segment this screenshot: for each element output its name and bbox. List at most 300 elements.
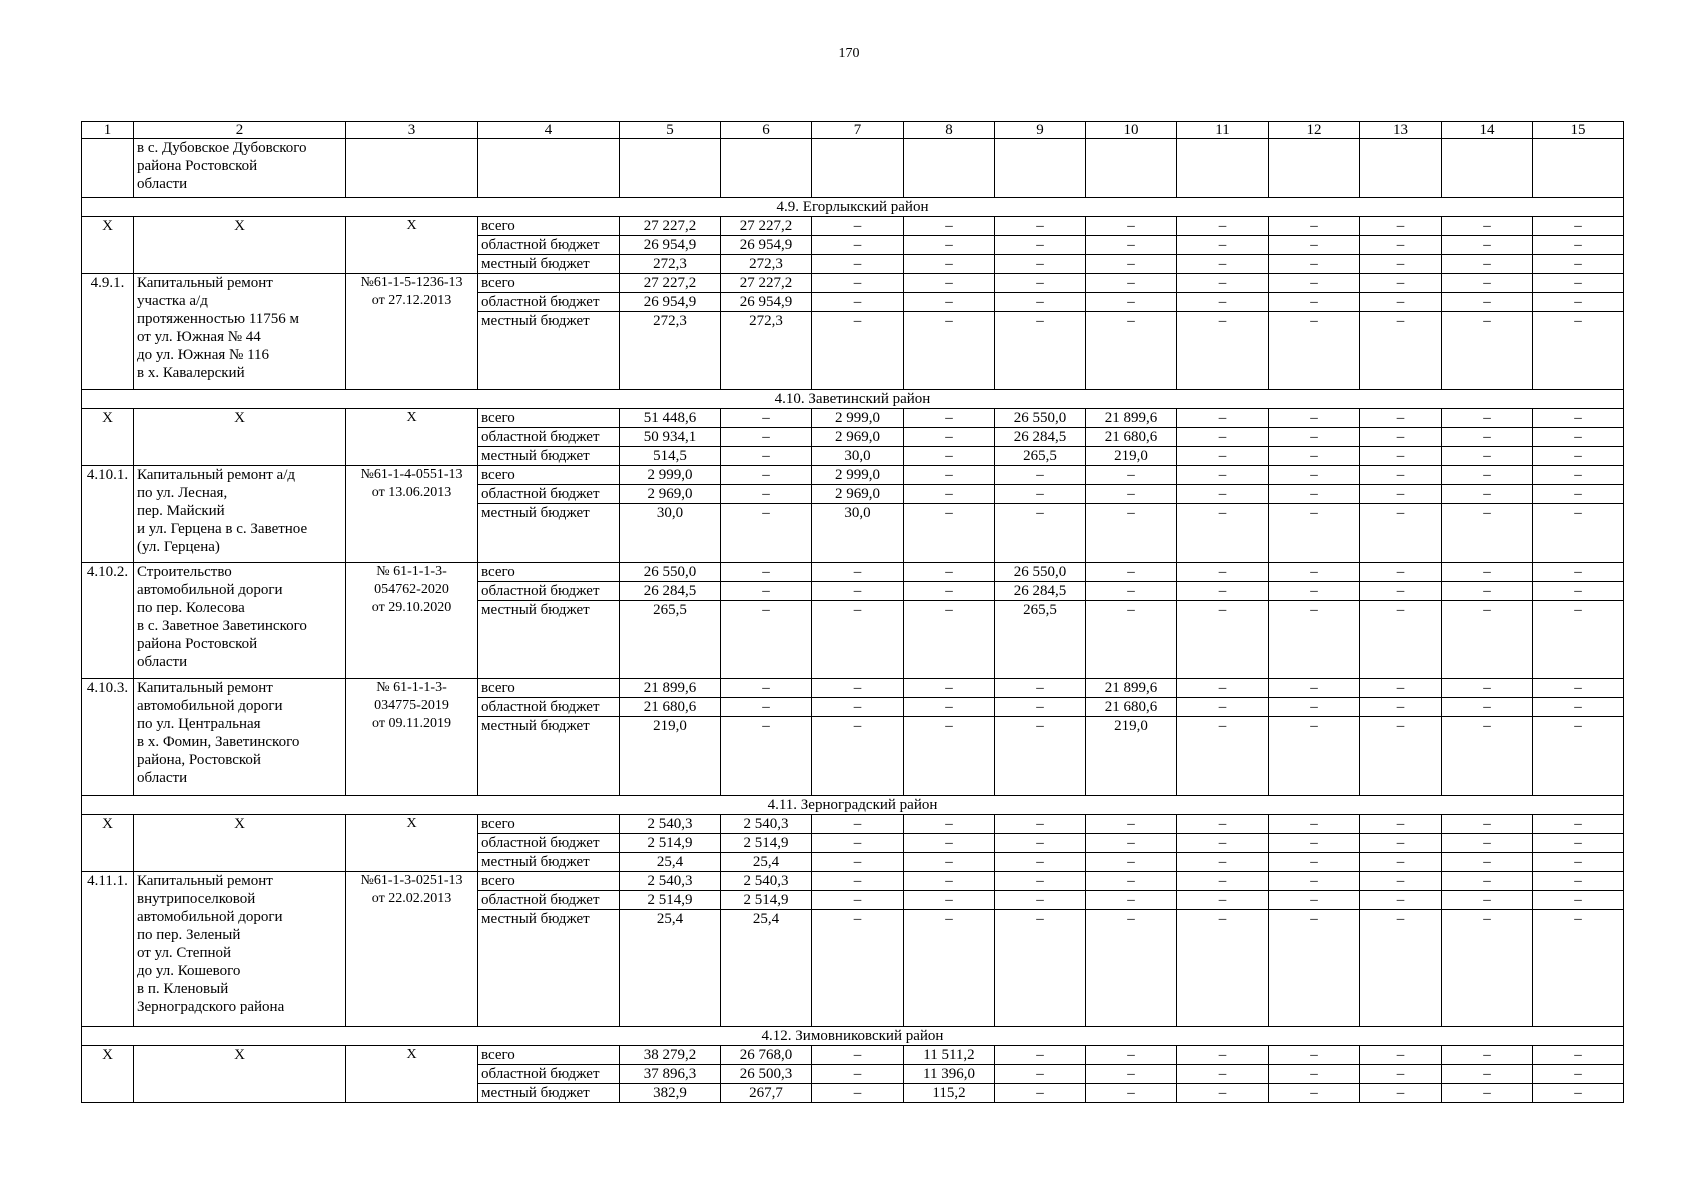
funding-source: всего bbox=[478, 409, 620, 428]
section-title: 4.12. Зимовниковский район bbox=[82, 1027, 1624, 1046]
amount-cell: – bbox=[1442, 409, 1533, 428]
column-header: 3 bbox=[346, 122, 478, 139]
amount-cell: – bbox=[904, 216, 995, 235]
amount-cell: 25,4 bbox=[620, 852, 721, 871]
amount-cell: – bbox=[1360, 428, 1442, 447]
amount-cell: – bbox=[1177, 504, 1269, 563]
amount-cell: 25,4 bbox=[721, 852, 812, 871]
amount-cell: – bbox=[1533, 1084, 1624, 1103]
amount-cell: 26 550,0 bbox=[995, 409, 1086, 428]
empty-cell bbox=[478, 139, 620, 198]
amount-cell: – bbox=[1269, 562, 1360, 581]
amount-cell: 27 227,2 bbox=[721, 273, 812, 292]
amount-cell: – bbox=[1086, 235, 1177, 254]
amount-cell: – bbox=[904, 409, 995, 428]
document-number: Х bbox=[346, 216, 478, 273]
amount-cell: – bbox=[1360, 581, 1442, 600]
item-number: Х bbox=[82, 814, 134, 871]
amount-cell: – bbox=[1086, 273, 1177, 292]
amount-cell: – bbox=[1177, 1046, 1269, 1065]
amount-cell: – bbox=[1442, 428, 1533, 447]
empty-cell bbox=[904, 139, 995, 198]
amount-cell: – bbox=[1269, 698, 1360, 717]
document-number: Х bbox=[346, 409, 478, 466]
amount-cell: 27 227,2 bbox=[620, 216, 721, 235]
funding-source: местный бюджет bbox=[478, 1084, 620, 1103]
amount-cell: 2 514,9 bbox=[620, 833, 721, 852]
item-number: Х bbox=[82, 409, 134, 466]
funding-source: всего bbox=[478, 216, 620, 235]
amount-cell: – bbox=[904, 717, 995, 795]
column-header: 4 bbox=[478, 122, 620, 139]
amount-cell: 2 999,0 bbox=[812, 466, 904, 485]
amount-cell: – bbox=[812, 600, 904, 678]
amount-cell: – bbox=[1086, 1065, 1177, 1084]
amount-cell: – bbox=[721, 600, 812, 678]
amount-cell: – bbox=[904, 814, 995, 833]
funding-source: областной бюджет bbox=[478, 485, 620, 504]
amount-cell: – bbox=[1177, 273, 1269, 292]
amount-cell: – bbox=[1269, 1084, 1360, 1103]
amount-cell: – bbox=[812, 1084, 904, 1103]
amount-cell: – bbox=[1086, 504, 1177, 563]
amount-cell: – bbox=[904, 428, 995, 447]
amount-cell: – bbox=[1269, 717, 1360, 795]
document-number: №61-1-4-0551-13 от 13.06.2013 bbox=[346, 466, 478, 563]
amount-cell: – bbox=[1269, 833, 1360, 852]
amount-cell: – bbox=[1177, 216, 1269, 235]
object-name: в с. Дубовское Дубовского района Ростовской области bbox=[134, 139, 346, 198]
amount-cell: 21 899,6 bbox=[1086, 679, 1177, 698]
empty-cell bbox=[346, 139, 478, 198]
amount-cell: – bbox=[812, 1046, 904, 1065]
amount-cell: – bbox=[995, 1065, 1086, 1084]
funding-source: всего bbox=[478, 871, 620, 890]
section-header-row bbox=[82, 1027, 1624, 1046]
amount-cell: – bbox=[1360, 235, 1442, 254]
amount-cell: – bbox=[1269, 216, 1360, 235]
amount-cell: – bbox=[1269, 679, 1360, 698]
amount-cell: – bbox=[904, 254, 995, 273]
amount-cell: – bbox=[1269, 485, 1360, 504]
amount-cell: – bbox=[995, 1046, 1086, 1065]
amount-cell: – bbox=[995, 717, 1086, 795]
object-name: Капитальный ремонт внутрипоселковой автомобильной дороги по пер. Зеленый от ул. Степной до ул. Кошевого в п. Кленовый Зерноградского района bbox=[134, 871, 346, 1027]
amount-cell: – bbox=[1086, 485, 1177, 504]
funding-source: областной бюджет bbox=[478, 890, 620, 909]
document-number: №61-1-5-1236-13 от 27.12.2013 bbox=[346, 273, 478, 389]
amount-cell: – bbox=[1442, 216, 1533, 235]
amount-cell: – bbox=[1442, 485, 1533, 504]
amount-cell: – bbox=[1442, 504, 1533, 563]
funding-source: местный бюджет bbox=[478, 909, 620, 1027]
amount-cell: – bbox=[1177, 466, 1269, 485]
column-header: 15 bbox=[1533, 122, 1624, 139]
amount-cell: – bbox=[1177, 871, 1269, 890]
item-number: 4.9.1. bbox=[82, 273, 134, 389]
amount-cell: 21 680,6 bbox=[620, 698, 721, 717]
amount-cell: – bbox=[1360, 890, 1442, 909]
item-number: 4.10.3. bbox=[82, 679, 134, 795]
table-row bbox=[82, 679, 1624, 698]
amount-cell: 21 680,6 bbox=[1086, 428, 1177, 447]
amount-cell: 2 514,9 bbox=[721, 890, 812, 909]
amount-cell: – bbox=[904, 292, 995, 311]
amount-cell: – bbox=[1533, 466, 1624, 485]
amount-cell: – bbox=[1533, 871, 1624, 890]
amount-cell: – bbox=[1086, 254, 1177, 273]
amount-cell: – bbox=[1269, 409, 1360, 428]
amount-cell: – bbox=[904, 909, 995, 1027]
amount-cell: – bbox=[1360, 447, 1442, 466]
amount-cell: – bbox=[1533, 581, 1624, 600]
empty-cell bbox=[721, 139, 812, 198]
amount-cell: – bbox=[1269, 581, 1360, 600]
amount-cell: – bbox=[995, 254, 1086, 273]
amount-cell: 26 284,5 bbox=[995, 428, 1086, 447]
amount-cell: – bbox=[812, 273, 904, 292]
amount-cell: – bbox=[995, 216, 1086, 235]
funding-source: местный бюджет bbox=[478, 504, 620, 563]
amount-cell: 219,0 bbox=[1086, 717, 1177, 795]
amount-cell: – bbox=[812, 833, 904, 852]
item-number: 4.11.1. bbox=[82, 871, 134, 1027]
amount-cell: – bbox=[721, 698, 812, 717]
amount-cell: – bbox=[1533, 1046, 1624, 1065]
amount-cell: – bbox=[1269, 235, 1360, 254]
amount-cell: – bbox=[1360, 562, 1442, 581]
empty-cell bbox=[812, 139, 904, 198]
amount-cell: – bbox=[1269, 890, 1360, 909]
item-number: 4.10.2. bbox=[82, 562, 134, 678]
amount-cell: – bbox=[1086, 216, 1177, 235]
amount-cell: – bbox=[1360, 216, 1442, 235]
amount-cell: – bbox=[1442, 466, 1533, 485]
object-name: Капитальный ремонт а/д по ул. Лесная, пер. Майский и ул. Герцена в с. Заветное (ул. Герцена) bbox=[134, 466, 346, 563]
amount-cell: – bbox=[1533, 504, 1624, 563]
page-number: 170 bbox=[838, 46, 860, 61]
amount-cell: 2 514,9 bbox=[721, 833, 812, 852]
amount-cell: 25,4 bbox=[620, 909, 721, 1027]
object-name: Х bbox=[134, 409, 346, 466]
amount-cell: 272,3 bbox=[721, 311, 812, 389]
amount-cell: – bbox=[995, 273, 1086, 292]
table-row bbox=[82, 1046, 1624, 1065]
amount-cell: – bbox=[1533, 562, 1624, 581]
amount-cell: – bbox=[995, 852, 1086, 871]
amount-cell: 2 969,0 bbox=[620, 485, 721, 504]
table-row bbox=[82, 814, 1624, 833]
amount-cell: – bbox=[1086, 814, 1177, 833]
amount-cell: – bbox=[995, 485, 1086, 504]
amount-cell: – bbox=[1269, 311, 1360, 389]
section-header-row bbox=[82, 197, 1624, 216]
document-number: Х bbox=[346, 1046, 478, 1103]
item-number: Х bbox=[82, 1046, 134, 1103]
amount-cell: – bbox=[1533, 600, 1624, 678]
amount-cell: – bbox=[1177, 600, 1269, 678]
amount-cell: – bbox=[1442, 1046, 1533, 1065]
funding-source: областной бюджет bbox=[478, 428, 620, 447]
amount-cell: – bbox=[1360, 1065, 1442, 1084]
amount-cell: – bbox=[1269, 814, 1360, 833]
table-row bbox=[82, 562, 1624, 581]
empty-cell bbox=[620, 139, 721, 198]
amount-cell: – bbox=[995, 311, 1086, 389]
amount-cell: – bbox=[1269, 600, 1360, 678]
amount-cell: – bbox=[1533, 447, 1624, 466]
amount-cell: 26 954,9 bbox=[620, 235, 721, 254]
amount-cell: – bbox=[1442, 1065, 1533, 1084]
amount-cell: 25,4 bbox=[721, 909, 812, 1027]
amount-cell: – bbox=[904, 562, 995, 581]
amount-cell: – bbox=[1269, 447, 1360, 466]
empty-cell bbox=[1086, 139, 1177, 198]
column-header-row bbox=[82, 122, 1624, 139]
amount-cell: – bbox=[1442, 562, 1533, 581]
amount-cell: – bbox=[1177, 698, 1269, 717]
amount-cell: – bbox=[904, 890, 995, 909]
item-number: 4.10.1. bbox=[82, 466, 134, 563]
amount-cell: – bbox=[1086, 292, 1177, 311]
amount-cell: – bbox=[904, 600, 995, 678]
column-header: 8 bbox=[904, 122, 995, 139]
amount-cell: 265,5 bbox=[620, 600, 721, 678]
amount-cell: – bbox=[1533, 833, 1624, 852]
amount-cell: – bbox=[904, 581, 995, 600]
amount-cell: 27 227,2 bbox=[620, 273, 721, 292]
amount-cell: – bbox=[904, 485, 995, 504]
amount-cell: 267,7 bbox=[721, 1084, 812, 1103]
amount-cell: – bbox=[1442, 852, 1533, 871]
amount-cell: – bbox=[1360, 814, 1442, 833]
amount-cell: – bbox=[721, 409, 812, 428]
amount-cell: 2 969,0 bbox=[812, 428, 904, 447]
amount-cell: – bbox=[1360, 311, 1442, 389]
funding-source: всего bbox=[478, 273, 620, 292]
column-header: 10 bbox=[1086, 122, 1177, 139]
section-title: 4.9. Егорлыкский район bbox=[82, 197, 1624, 216]
funding-source: местный бюджет bbox=[478, 311, 620, 389]
amount-cell: – bbox=[1442, 890, 1533, 909]
amount-cell: – bbox=[1177, 409, 1269, 428]
amount-cell: – bbox=[1360, 871, 1442, 890]
amount-cell: – bbox=[1442, 833, 1533, 852]
amount-cell: – bbox=[1533, 311, 1624, 389]
amount-cell: – bbox=[721, 504, 812, 563]
funding-source: областной бюджет bbox=[478, 581, 620, 600]
amount-cell: – bbox=[1360, 409, 1442, 428]
funding-source: всего bbox=[478, 562, 620, 581]
financing-table bbox=[81, 121, 1624, 1103]
amount-cell: – bbox=[1269, 852, 1360, 871]
amount-cell: – bbox=[1086, 833, 1177, 852]
amount-cell: – bbox=[812, 698, 904, 717]
amount-cell: 27 227,2 bbox=[721, 216, 812, 235]
amount-cell: – bbox=[1442, 292, 1533, 311]
amount-cell: 38 279,2 bbox=[620, 1046, 721, 1065]
amount-cell: – bbox=[1360, 679, 1442, 698]
amount-cell: – bbox=[904, 504, 995, 563]
amount-cell: 26 550,0 bbox=[620, 562, 721, 581]
amount-cell: – bbox=[1086, 562, 1177, 581]
amount-cell: – bbox=[995, 871, 1086, 890]
amount-cell: – bbox=[904, 698, 995, 717]
object-name: Капитальный ремонт автомобильной дороги по ул. Центральная в х. Фомин, Заветинского района, Ростовской области bbox=[134, 679, 346, 795]
amount-cell: – bbox=[1360, 273, 1442, 292]
amount-cell: – bbox=[721, 581, 812, 600]
amount-cell: – bbox=[995, 1084, 1086, 1103]
amount-cell: – bbox=[1533, 814, 1624, 833]
amount-cell: – bbox=[1086, 909, 1177, 1027]
amount-cell: – bbox=[1533, 890, 1624, 909]
amount-cell: 11 511,2 bbox=[904, 1046, 995, 1065]
amount-cell: – bbox=[1533, 216, 1624, 235]
funding-source: областной бюджет bbox=[478, 292, 620, 311]
amount-cell: – bbox=[812, 311, 904, 389]
amount-cell: 272,3 bbox=[620, 311, 721, 389]
amount-cell: – bbox=[812, 216, 904, 235]
amount-cell: 272,3 bbox=[721, 254, 812, 273]
amount-cell: 2 514,9 bbox=[620, 890, 721, 909]
amount-cell: – bbox=[1086, 600, 1177, 678]
amount-cell: – bbox=[1177, 717, 1269, 795]
amount-cell: – bbox=[1533, 485, 1624, 504]
funding-source: местный бюджет bbox=[478, 852, 620, 871]
amount-cell: 26 954,9 bbox=[721, 292, 812, 311]
amount-cell: – bbox=[904, 679, 995, 698]
item-number: Х bbox=[82, 216, 134, 273]
amount-cell: – bbox=[812, 1065, 904, 1084]
amount-cell: – bbox=[1442, 235, 1533, 254]
amount-cell: – bbox=[1360, 600, 1442, 678]
amount-cell: – bbox=[812, 852, 904, 871]
amount-cell: 37 896,3 bbox=[620, 1065, 721, 1084]
amount-cell: – bbox=[721, 466, 812, 485]
amount-cell: 21 899,6 bbox=[1086, 409, 1177, 428]
empty-cell bbox=[1269, 139, 1360, 198]
amount-cell: 26 954,9 bbox=[620, 292, 721, 311]
amount-cell: – bbox=[1086, 581, 1177, 600]
amount-cell: – bbox=[1533, 852, 1624, 871]
funding-source: областной бюджет bbox=[478, 698, 620, 717]
amount-cell: 115,2 bbox=[904, 1084, 995, 1103]
column-header: 9 bbox=[995, 122, 1086, 139]
amount-cell: – bbox=[1533, 698, 1624, 717]
amount-cell: 51 448,6 bbox=[620, 409, 721, 428]
column-header: 14 bbox=[1442, 122, 1533, 139]
document-number: № 61-1-1-3- 034775-2019 от 09.11.2019 bbox=[346, 679, 478, 795]
amount-cell: – bbox=[812, 814, 904, 833]
amount-cell: – bbox=[995, 235, 1086, 254]
amount-cell: 30,0 bbox=[812, 504, 904, 563]
empty-cell bbox=[1442, 139, 1533, 198]
column-header: 11 bbox=[1177, 122, 1269, 139]
amount-cell: – bbox=[1360, 292, 1442, 311]
amount-cell: – bbox=[1442, 679, 1533, 698]
amount-cell: – bbox=[1086, 466, 1177, 485]
amount-cell: – bbox=[1360, 485, 1442, 504]
section-title: 4.11. Зерноградский район bbox=[82, 795, 1624, 814]
amount-cell: – bbox=[904, 871, 995, 890]
amount-cell: – bbox=[1533, 909, 1624, 1027]
amount-cell: – bbox=[1177, 562, 1269, 581]
amount-cell: – bbox=[812, 679, 904, 698]
amount-cell: – bbox=[1442, 254, 1533, 273]
table-row bbox=[82, 273, 1624, 292]
funding-source: местный бюджет bbox=[478, 254, 620, 273]
amount-cell: 272,3 bbox=[620, 254, 721, 273]
amount-cell: – bbox=[1269, 504, 1360, 563]
amount-cell: – bbox=[1533, 273, 1624, 292]
amount-cell: – bbox=[995, 833, 1086, 852]
amount-cell: – bbox=[1177, 1084, 1269, 1103]
amount-cell: – bbox=[1533, 254, 1624, 273]
funding-source: местный бюджет bbox=[478, 447, 620, 466]
amount-cell: – bbox=[1177, 679, 1269, 698]
table-row bbox=[82, 466, 1624, 485]
funding-source: областной бюджет bbox=[478, 235, 620, 254]
amount-cell: – bbox=[995, 504, 1086, 563]
amount-cell: – bbox=[1177, 428, 1269, 447]
object-name: Строительство автомобильной дороги по пер. Колесова в с. Заветное Заветинского района Ростовской области bbox=[134, 562, 346, 678]
section-header-row bbox=[82, 795, 1624, 814]
amount-cell: – bbox=[1533, 679, 1624, 698]
amount-cell: – bbox=[1533, 428, 1624, 447]
amount-cell: – bbox=[995, 890, 1086, 909]
amount-cell: – bbox=[1086, 1084, 1177, 1103]
amount-cell: – bbox=[1442, 717, 1533, 795]
amount-cell: – bbox=[1533, 292, 1624, 311]
document-number: №61-1-3-0251-13 от 22.02.2013 bbox=[346, 871, 478, 1027]
item-number bbox=[82, 139, 134, 198]
amount-cell: – bbox=[1177, 909, 1269, 1027]
amount-cell: – bbox=[904, 311, 995, 389]
amount-cell: – bbox=[1269, 909, 1360, 1027]
empty-cell bbox=[1533, 139, 1624, 198]
amount-cell: – bbox=[721, 717, 812, 795]
amount-cell: 26 768,0 bbox=[721, 1046, 812, 1065]
amount-cell: – bbox=[995, 679, 1086, 698]
amount-cell: 26 500,3 bbox=[721, 1065, 812, 1084]
amount-cell: – bbox=[1442, 581, 1533, 600]
amount-cell: 2 540,3 bbox=[620, 814, 721, 833]
amount-cell: 2 999,0 bbox=[620, 466, 721, 485]
amount-cell: – bbox=[1086, 311, 1177, 389]
amount-cell: – bbox=[1177, 254, 1269, 273]
amount-cell: – bbox=[1086, 1046, 1177, 1065]
amount-cell: – bbox=[812, 909, 904, 1027]
column-header: 1 bbox=[82, 122, 134, 139]
amount-cell: – bbox=[721, 428, 812, 447]
amount-cell: – bbox=[1360, 698, 1442, 717]
funding-source: всего bbox=[478, 1046, 620, 1065]
amount-cell: – bbox=[904, 235, 995, 254]
object-name: Х bbox=[134, 216, 346, 273]
amount-cell: 26 954,9 bbox=[721, 235, 812, 254]
amount-cell: – bbox=[1533, 235, 1624, 254]
funding-source: всего bbox=[478, 814, 620, 833]
amount-cell: – bbox=[1269, 1046, 1360, 1065]
column-header: 13 bbox=[1360, 122, 1442, 139]
column-header: 7 bbox=[812, 122, 904, 139]
amount-cell: – bbox=[1269, 292, 1360, 311]
amount-cell: – bbox=[1269, 254, 1360, 273]
amount-cell: 26 550,0 bbox=[995, 562, 1086, 581]
amount-cell: 2 540,3 bbox=[721, 814, 812, 833]
amount-cell: – bbox=[1086, 890, 1177, 909]
amount-cell: – bbox=[995, 292, 1086, 311]
